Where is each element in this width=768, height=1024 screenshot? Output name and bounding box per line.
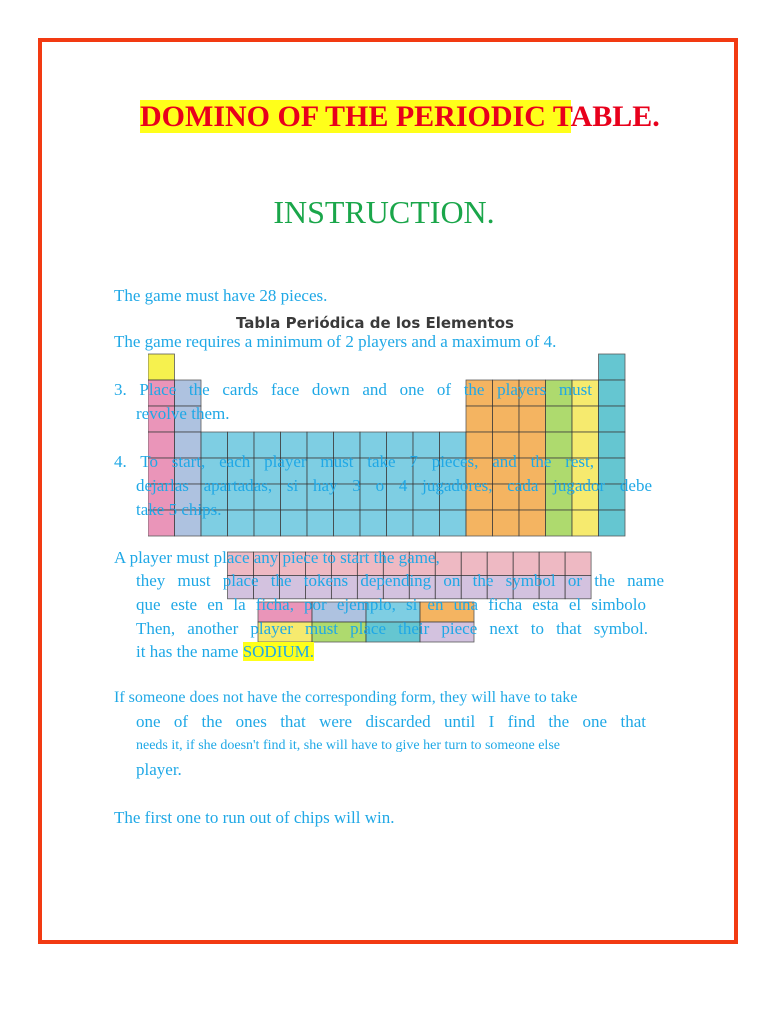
element-cell <box>599 406 626 432</box>
rule-5-line2: they must place the tokens depending on the symbol or the name <box>136 571 664 590</box>
element-cell <box>466 406 493 432</box>
element-cell <box>360 510 387 536</box>
element-cell <box>546 406 573 432</box>
rule-5-line4: Then, another player must place their piece next to that symbol. <box>136 619 648 638</box>
element-cell <box>546 510 573 536</box>
rule-3-line1: 3. Place the cards face down and one of the players must <box>114 380 592 399</box>
element-cell <box>519 510 546 536</box>
element-cell <box>493 510 520 536</box>
rule-players: The game requires a minimum of 2 players and a maximum of 4. <box>114 332 557 351</box>
sodium-highlight: SODIUM. <box>242 642 315 661</box>
rule-4-line3: take 5 chips. <box>136 500 222 519</box>
rule-winner: The first one to run out of chips will win. <box>114 808 395 827</box>
element-cell <box>334 510 361 536</box>
title-rest: ABLE. <box>570 100 660 133</box>
element-cell <box>466 510 493 536</box>
rule-6-line4: player. <box>136 760 182 779</box>
element-cell <box>254 510 281 536</box>
rule-5-line5 <box>136 640 314 664</box>
periodic-table-title: Tabla Periódica de los Elementos <box>236 314 514 332</box>
element-cell <box>519 406 546 432</box>
element-cell <box>413 510 440 536</box>
element-cell <box>387 510 414 536</box>
rule-pieces: The game must have 28 pieces. <box>114 286 328 305</box>
element-cell <box>307 510 334 536</box>
element-cell <box>572 510 599 536</box>
rule-6-line1: If someone does not have the corresponding form, they will have to take <box>114 689 578 706</box>
title-highlighted: DOMINO OF THE PERIODIC T <box>140 100 571 133</box>
element-cell <box>572 406 599 432</box>
rule-5-line1: A player must place any piece to start the game, <box>114 548 440 567</box>
rule-6-line3: needs it, if she doesn't find it, she will have to give her turn to someone else <box>136 738 560 753</box>
instruction-heading: INSTRUCTION. <box>273 194 495 230</box>
element-cell <box>599 380 626 406</box>
rule-5-line5-text: it has the name <box>136 642 243 661</box>
rule-5-line3: que este en la ficha, por ejemplo, si en una ficha esta el simbolo <box>136 595 646 614</box>
element-cell <box>599 432 626 458</box>
rule-4-line2: dejarlas apartadas, si hay 3 o 4 jugadores, cada jugador debe <box>136 476 652 495</box>
document-title <box>140 96 660 138</box>
element-cell <box>440 510 467 536</box>
rule-6-line2: one of the ones that were discarded until I find the one that <box>136 712 646 731</box>
element-cell <box>281 510 308 536</box>
element-cell <box>599 510 626 536</box>
element-cell <box>148 354 175 380</box>
rule-3-line2: revolve them. <box>136 404 230 423</box>
element-cell <box>599 354 626 380</box>
element-cell <box>228 510 255 536</box>
element-cell <box>493 406 520 432</box>
rule-4-line1: 4. To start, each player must take 7 pieces, and the rest, <box>114 452 594 471</box>
